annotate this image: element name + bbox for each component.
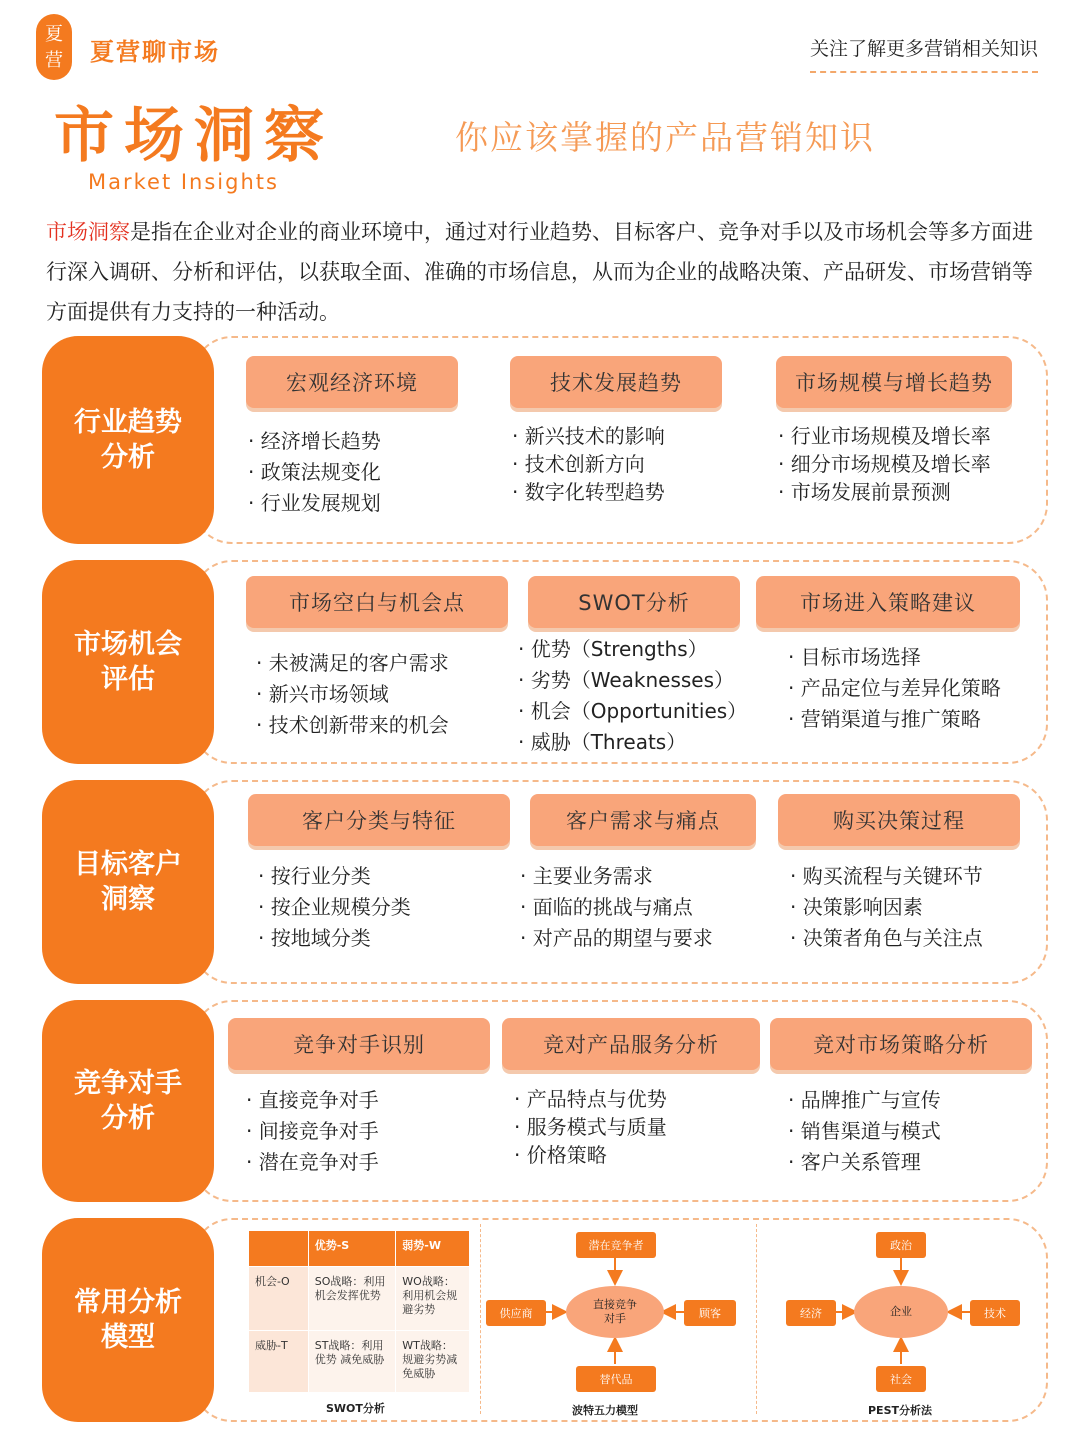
topic-heading: 竞对产品服务分析 (502, 1018, 760, 1070)
logo-char: 夏 (45, 24, 63, 45)
swot-col-header: 弱势-W (396, 1231, 470, 1267)
list-item: · 品牌推广与宣传 (788, 1085, 941, 1116)
topic-list (518, 634, 747, 758)
section-label: 常用分析 模型 (42, 1218, 214, 1422)
list-item: · 数字化转型趋势 (512, 478, 665, 506)
list-item: · 按企业规模分类 (258, 892, 411, 923)
porter-center-label: 直接竞争对手 (593, 1298, 637, 1325)
list-item: · 购买流程与关键环节 (790, 861, 983, 892)
list-item: · 技术创新带来的机会 (256, 710, 449, 741)
list-item: · 按地域分类 (258, 923, 411, 954)
list-item: · 面临的挑战与痛点 (520, 892, 713, 923)
topic-heading: 市场进入策略建议 (756, 576, 1020, 628)
swot-cell: ST战略：利用优势 减免威胁 (308, 1331, 396, 1393)
list-item: · 目标市场选择 (788, 642, 1001, 673)
section-industry-trends (42, 336, 1048, 544)
list-item: · 价格策略 (514, 1141, 667, 1169)
list-item: · 对产品的期望与要求 (520, 923, 713, 954)
swot-cell: SO战略：利用机会发挥优势 (308, 1267, 396, 1331)
topic-list (790, 861, 983, 954)
list-item: · 潜在竞争对手 (246, 1147, 379, 1178)
list-item: · 新兴市场领域 (256, 679, 449, 710)
list-item: · 政策法规变化 (248, 457, 381, 488)
pest-node-bottom: 社会 (876, 1366, 926, 1392)
swot-cell: WO战略：利用机会规避劣势 (396, 1267, 470, 1331)
follow-text: 关注了解更多营销相关知识 (810, 34, 1038, 73)
list-item: · 市场发展前景预测 (778, 478, 991, 506)
topic-heading: 竞对市场策略分析 (770, 1018, 1032, 1070)
page-title: 市场洞察 (54, 101, 334, 171)
pest-node-center: 企业 (854, 1286, 948, 1338)
list-item: · 间接竞争对手 (246, 1116, 379, 1147)
swot-row-header: 机会-O (249, 1267, 309, 1331)
topic-heading: 市场空白与机会点 (246, 576, 508, 628)
page-subtitle: 你应该掌握的产品营销知识 (455, 118, 875, 157)
topic-list (248, 426, 381, 519)
list-item: · 劣势（Weaknesses） (518, 665, 747, 696)
intro-paragraph (46, 212, 1046, 332)
swot-cell: WT战略：规避劣势减免威胁 (396, 1331, 470, 1393)
topic-list (788, 1085, 941, 1178)
list-item: · 决策影响因素 (790, 892, 983, 923)
swot-col-header: 优势-S (308, 1231, 396, 1267)
logo-char: 营 (45, 50, 63, 71)
topic-heading: 技术发展趋势 (510, 356, 722, 408)
topic-heading: 购买决策过程 (778, 794, 1020, 846)
list-item: · 服务模式与质量 (514, 1113, 667, 1141)
list-item: · 技术创新方向 (512, 450, 665, 478)
topic-heading: 客户分类与特征 (248, 794, 510, 846)
list-item: · 细分市场规模及增长率 (778, 450, 991, 478)
intro-text: 是指在企业对企业的商业环境中，通过对行业趋势、目标客户、竞争对手以及市场机会等多方面进行深入调研、分析和评估，以获取全面、准确的市场信息，从而为企业的战略决策、产品研发、市场营销等方面提供有力支持的一种活动。 (46, 220, 1033, 324)
list-item: · 客户关系管理 (788, 1147, 941, 1178)
topic-heading: 市场规模与增长趋势 (776, 356, 1012, 408)
topic-list (512, 422, 665, 506)
porter-node-top: 潜在竞争者 (576, 1232, 656, 1258)
list-item: · 机会（Opportunities） (518, 696, 747, 727)
section-label: 市场机会 评估 (42, 560, 214, 764)
list-item: · 决策者角色与关注点 (790, 923, 983, 954)
list-item: · 新兴技术的影响 (512, 422, 665, 450)
list-item: · 未被满足的客户需求 (256, 648, 449, 679)
swot-row-header: 威胁-T (249, 1331, 309, 1393)
porter-caption: 波特五力模型 (572, 1404, 638, 1417)
topic-heading: 客户需求与痛点 (530, 794, 756, 846)
section-target-customer (42, 780, 1048, 984)
topic-list (514, 1085, 667, 1169)
porter-node-right: 顾客 (684, 1300, 736, 1326)
list-item: · 营销渠道与推广策略 (788, 704, 1001, 735)
list-item: · 优势（Strengths） (518, 634, 747, 665)
section-label: 竞争对手 分析 (42, 1000, 214, 1202)
section-competitor-analysis (42, 1000, 1048, 1202)
pest-caption: PEST分析法 (868, 1404, 933, 1417)
list-item: · 行业市场规模及增长率 (778, 422, 991, 450)
pest-node-right: 技术 (970, 1300, 1020, 1326)
section-label: 行业趋势 分析 (42, 336, 214, 544)
list-item: · 行业发展规划 (248, 488, 381, 519)
topic-list (258, 861, 411, 954)
topic-heading: SWOT分析 (528, 576, 740, 628)
section-label: 目标客户 洞察 (42, 780, 214, 984)
list-item: · 威胁（Threats） (518, 727, 747, 758)
list-item: · 经济增长趋势 (248, 426, 381, 457)
list-item: · 直接竞争对手 (246, 1085, 379, 1116)
list-item: · 销售渠道与模式 (788, 1116, 941, 1147)
page-title-english: Market Insights (88, 170, 279, 194)
porter-node-bottom: 替代品 (576, 1366, 656, 1392)
topic-heading: 竞争对手识别 (228, 1018, 490, 1070)
model-divider (756, 1224, 757, 1414)
topic-list (246, 1085, 379, 1178)
brand-logo (36, 14, 72, 80)
section-analysis-models (42, 1218, 1048, 1422)
list-item: · 主要业务需求 (520, 861, 713, 892)
pest-node-left: 经济 (786, 1300, 836, 1326)
swot-caption: SWOT分析 (326, 1402, 385, 1415)
section-market-opportunity (42, 560, 1048, 764)
porter-node-center (566, 1286, 664, 1338)
topic-list (520, 861, 713, 954)
topic-list (256, 648, 449, 741)
topic-list (778, 422, 991, 506)
list-item: · 产品特点与优势 (514, 1085, 667, 1113)
list-item: · 按行业分类 (258, 861, 411, 892)
porter-node-left: 供应商 (486, 1300, 546, 1326)
intro-highlight: 市场洞察 (46, 220, 130, 244)
topic-list (788, 642, 1001, 735)
topic-heading: 宏观经济环境 (246, 356, 458, 408)
pest-node-top: 政治 (876, 1232, 926, 1258)
list-item: · 产品定位与差异化策略 (788, 673, 1001, 704)
brand-name: 夏营聊市场 (90, 38, 220, 66)
